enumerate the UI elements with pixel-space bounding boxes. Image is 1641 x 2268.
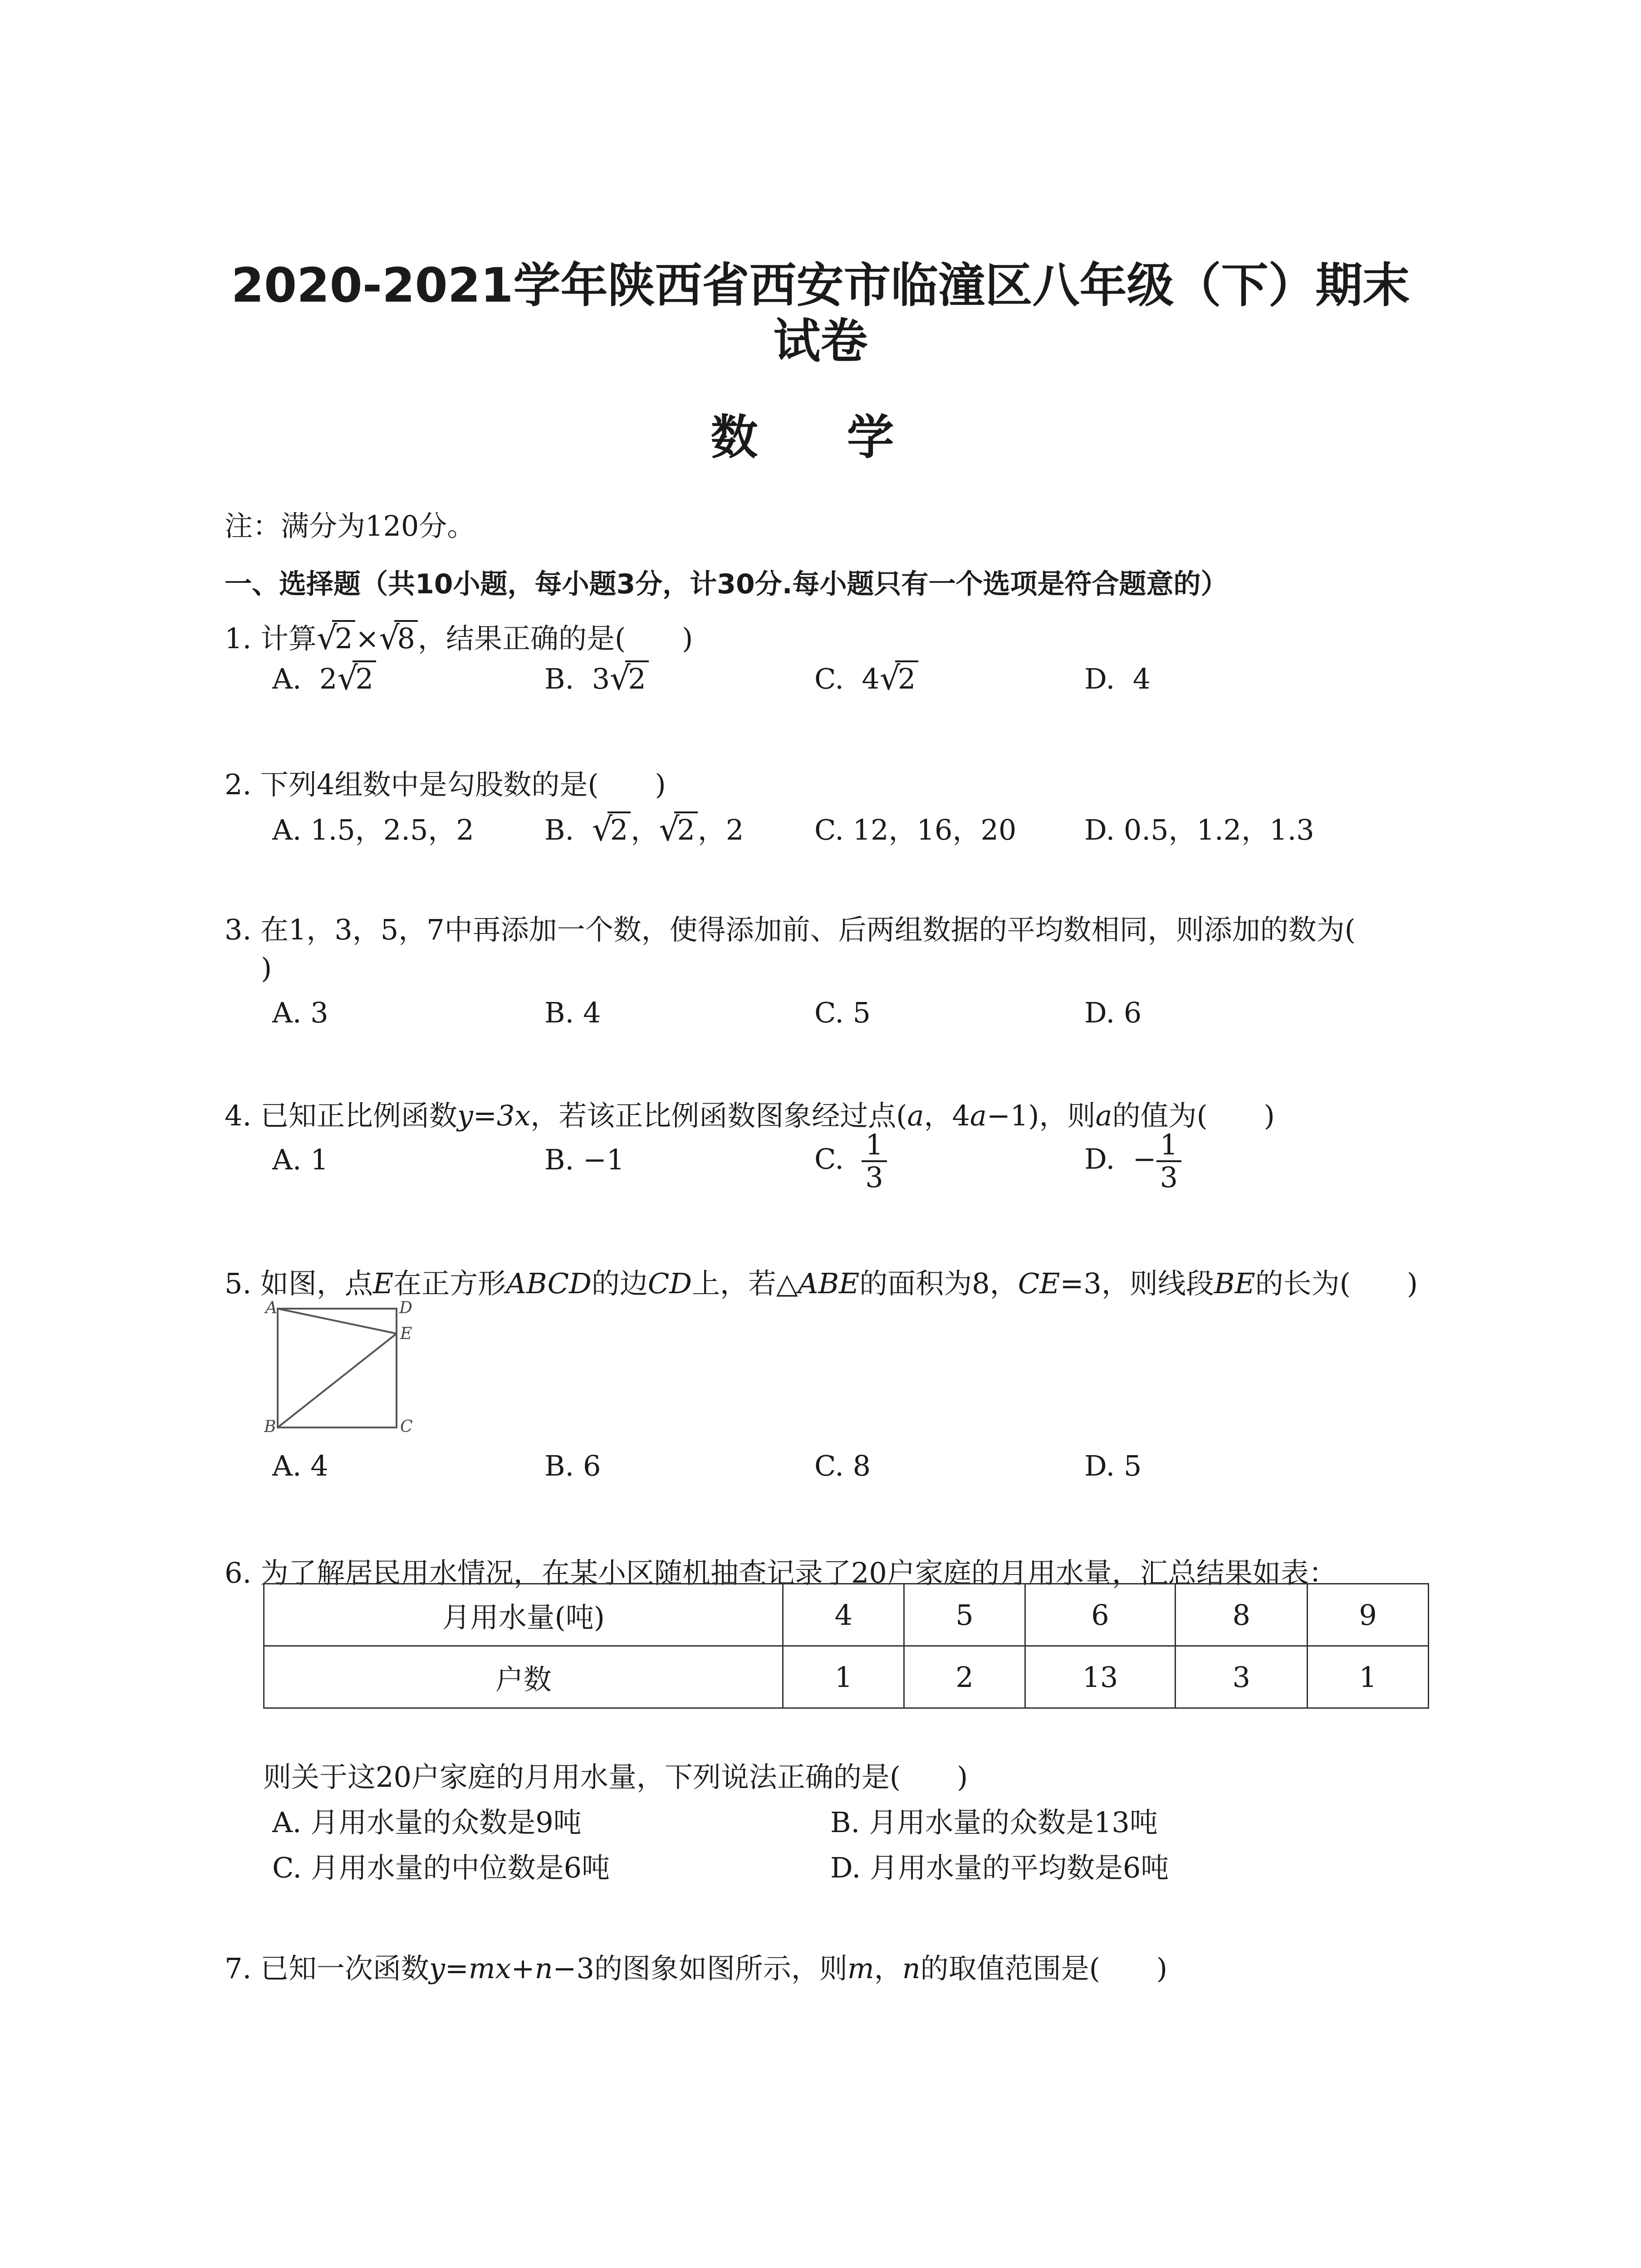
table-header-cell: 户数 (264, 1646, 783, 1708)
q1-option-c[interactable]: C. 4√ 2 (814, 662, 918, 695)
q6-option-d[interactable]: D. 月用水量的平均数是6吨 (830, 1851, 1169, 1884)
q1-option-d[interactable]: D. 4 (1084, 662, 1151, 695)
q5-option-a[interactable]: A. 4 (272, 1449, 328, 1482)
q5-option-b[interactable]: B. 6 (544, 1449, 601, 1482)
table-cell: 4 (783, 1584, 904, 1646)
q4-option-a[interactable]: A. 1 (272, 1143, 328, 1176)
q4-option-d[interactable]: D. − $\frac{1}{3}$ (1084, 1129, 1181, 1193)
segment-be (278, 1334, 397, 1427)
q1-number: 1. (225, 622, 252, 655)
q6-option-a[interactable]: A. 月用水量的众数是9吨 (272, 1806, 582, 1839)
question-5: 5. 如图，点E在正方形ABCD的边CD上，若△ABE的面积为8，CE=3，则线段BE的长为( ) (225, 1267, 1418, 1300)
question-1 (225, 616, 693, 656)
label-b: B (264, 1418, 276, 1433)
q7-function: y=mx+n (429, 1952, 553, 1985)
table-cell: 1 (1308, 1646, 1429, 1708)
q2-option-a[interactable]: A. 1.5，2.5，2 (272, 813, 474, 846)
q6-stem: 为了解居民用水情况，在某小区随机抽查记录了20户家庭的月用水量，汇总结果如表： (260, 1556, 1337, 1589)
table-cell: 5 (904, 1584, 1025, 1646)
q3-stem-cont: ) (261, 952, 272, 985)
water-usage-table (263, 1583, 1429, 1709)
q1-times: × (355, 622, 379, 655)
table-cell: 2 (904, 1646, 1025, 1708)
q3-option-b[interactable]: B. 4 (544, 996, 601, 1029)
table-cell: 13 (1025, 1646, 1175, 1708)
q5-option-d[interactable]: D. 5 (1084, 1449, 1142, 1482)
q3-option-c[interactable]: C. 5 (814, 996, 871, 1029)
q2-stem: 下列4组数中是勾股数的是( ) (260, 768, 666, 801)
square-abcd (278, 1309, 397, 1427)
page-title-line2: 试卷 (773, 313, 868, 369)
q6-option-b[interactable]: B. 月用水量的众数是13吨 (830, 1806, 1158, 1839)
label-a: A (265, 1299, 277, 1317)
segment-ae (278, 1309, 397, 1334)
q4-option-c[interactable]: C. $\frac{1}{3}$ (814, 1129, 887, 1193)
question-4: 4. 已知正比例函数y=3x，若该正比例函数图象经过点(a，4a−1)，则a的值为( ) (225, 1099, 1275, 1132)
table-header-cell: 月用水量(吨) (264, 1584, 783, 1646)
q4-function: y=3x (457, 1099, 531, 1132)
q4-option-b[interactable]: B. −1 (544, 1143, 625, 1176)
q1-option-a[interactable]: A. 2√ 2 (272, 662, 376, 695)
page-title-line1: 2020-2021学年陕西省西安市临潼区八年级（下）期末 (231, 258, 1410, 313)
q6-stem-2: 则关于这20户家庭的月用水量，下列说法正确的是( ) (263, 1760, 968, 1794)
table-row (264, 1646, 1429, 1708)
q3-stem: 在1，3，5，7中再添加一个数，使得添加前、后两组数据的平均数相同，则添加的数为( (260, 913, 1356, 946)
q2-option-c[interactable]: C. 12，16，20 (814, 813, 1017, 846)
subject-title: 数 学 (710, 410, 931, 465)
q1-stem: 计算 (260, 622, 317, 655)
q6-option-c[interactable]: C. 月用水量的中位数是6吨 (272, 1851, 610, 1884)
table-cell: 3 (1176, 1646, 1308, 1708)
table-cell: 8 (1176, 1584, 1308, 1646)
table-cell: 1 (783, 1646, 904, 1708)
q1-option-b[interactable]: B. 3√ 2 (544, 662, 649, 695)
label-c: C (400, 1418, 413, 1433)
q3-option-a[interactable]: A. 3 (272, 996, 328, 1029)
table-row (264, 1584, 1429, 1646)
q2-option-b[interactable]: B. √ 2，√ 2，2 (544, 807, 744, 848)
label-e: E (400, 1325, 412, 1343)
question-6: 6. 为了解居民用水情况，在某小区随机抽查记录了20户家庭的月用水量，汇总结果如表： (225, 1556, 1337, 1589)
q1-stem-end: ，结果正确的是( ) (417, 622, 693, 655)
q3-option-d[interactable]: D. 6 (1084, 996, 1142, 1029)
question-7: 7. 已知一次函数y=mx+n−3的图象如图所示，则m，n的取值范围是( ) (225, 1952, 1168, 1985)
q5-option-c[interactable]: C. 8 (814, 1449, 871, 1482)
table-cell: 6 (1025, 1584, 1175, 1646)
q1-sqrt-2: √ 2 (317, 622, 356, 655)
section-heading: 一、选择题（共10小题，每小题3分，计30分.每小题只有一个选项是符合题意的） (225, 568, 1228, 600)
q5-square-figure (254, 1297, 436, 1433)
label-d: D (399, 1299, 412, 1317)
question-3: 3. 在1，3，5，7中再添加一个数，使得添加前、后两组数据的平均数相同，则添加的数为( (225, 913, 1356, 946)
table-cell: 9 (1308, 1584, 1429, 1646)
score-note: 注：满分为120分。 (225, 509, 475, 543)
q1-sqrt-8: √ 8 (379, 622, 418, 655)
q2-option-d[interactable]: D. 0.5，1.2，1.3 (1084, 813, 1314, 846)
question-2: 2. 下列4组数中是勾股数的是( ) (225, 768, 666, 801)
